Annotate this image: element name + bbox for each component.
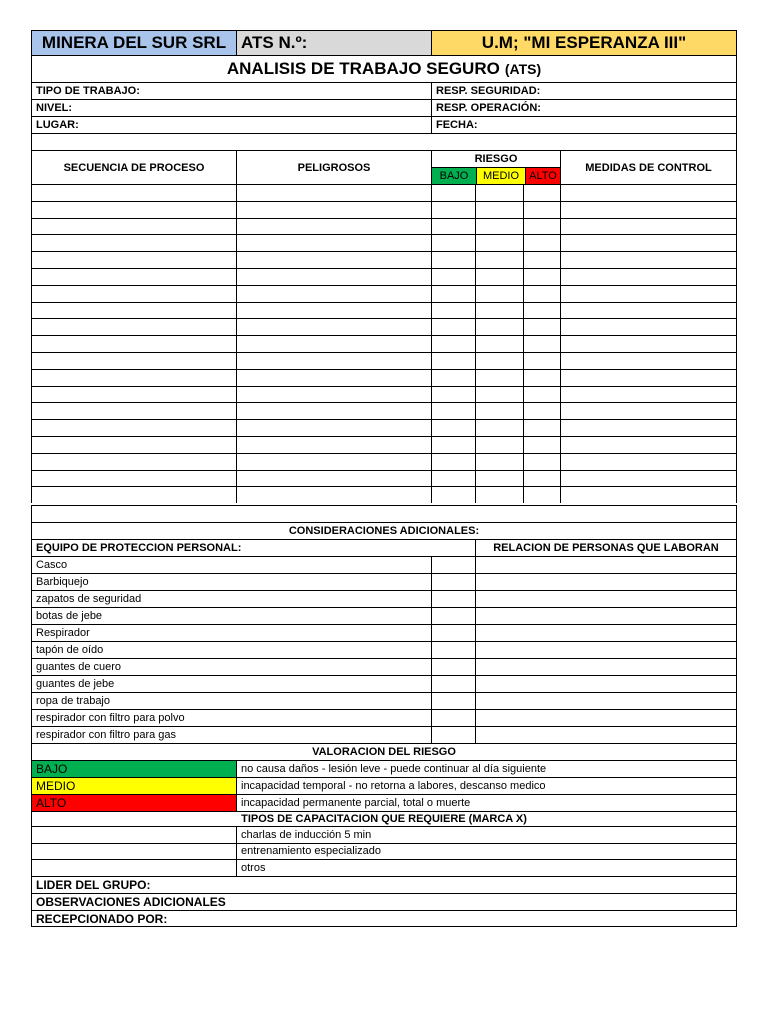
epp-item-label: Respirador xyxy=(32,625,432,641)
epp-check-cell[interactable] xyxy=(432,693,476,709)
risk-row xyxy=(31,268,737,285)
medidas-cell[interactable] xyxy=(561,185,737,201)
valoracion-row xyxy=(31,777,737,794)
secuencia-cell[interactable] xyxy=(32,319,237,335)
epp-item-label: respirador con filtro para polvo xyxy=(32,710,432,726)
alto-cell[interactable] xyxy=(524,403,561,419)
epp-row xyxy=(31,709,737,726)
alto-cell[interactable] xyxy=(524,202,561,218)
form-title-abbr: (ATS) xyxy=(504,61,542,77)
secuencia-cell[interactable] xyxy=(32,370,237,386)
peligrosos-cell[interactable] xyxy=(237,202,432,218)
recepcionado-field[interactable]: RECEPCIONADO POR: xyxy=(32,911,737,926)
risk-row xyxy=(31,486,737,503)
epp-item-label: Barbiquejo xyxy=(32,574,432,590)
risk-row xyxy=(31,285,737,302)
peligrosos-cell[interactable] xyxy=(237,487,432,503)
level-bajo: BAJO xyxy=(432,168,477,184)
risk-row xyxy=(31,386,737,403)
epp-header: EQUIPO DE PROTECCION PERSONAL: xyxy=(32,540,476,556)
epp-check-cell[interactable] xyxy=(432,608,476,624)
peligrosos-cell[interactable] xyxy=(237,185,432,201)
medidas-cell[interactable] xyxy=(561,370,737,386)
epp-check-cell[interactable] xyxy=(432,676,476,692)
epp-row xyxy=(31,675,737,692)
risk-row xyxy=(31,302,737,319)
alto-cell[interactable] xyxy=(524,387,561,403)
risk-row xyxy=(31,419,737,436)
valoracion-level: BAJO xyxy=(32,761,237,777)
form-title xyxy=(32,56,737,82)
lider-field[interactable]: LIDER DEL GRUPO: xyxy=(32,877,737,893)
bajo-cell[interactable] xyxy=(432,387,476,403)
col-medidas: MEDIDAS DE CONTROL xyxy=(561,151,737,184)
peligrosos-cell[interactable] xyxy=(237,235,432,251)
persona-name-cell[interactable] xyxy=(476,591,737,607)
bajo-cell[interactable] xyxy=(432,336,476,352)
risk-row xyxy=(31,470,737,487)
epp-row xyxy=(31,692,737,709)
persona-name-cell[interactable] xyxy=(476,574,737,590)
info-row-3 xyxy=(31,116,737,133)
risk-row xyxy=(31,369,737,386)
bajo-cell[interactable] xyxy=(432,235,476,251)
alto-cell[interactable] xyxy=(524,336,561,352)
secuencia-cell[interactable] xyxy=(32,403,237,419)
capacitacion-row xyxy=(31,826,737,843)
bajo-cell[interactable] xyxy=(432,420,476,436)
alto-cell[interactable] xyxy=(524,454,561,470)
secuencia-cell[interactable] xyxy=(32,235,237,251)
secuencia-cell[interactable] xyxy=(32,202,237,218)
medio-cell[interactable] xyxy=(476,202,524,218)
capacitacion-row xyxy=(31,843,737,860)
peligrosos-cell[interactable] xyxy=(237,437,432,453)
medidas-cell[interactable] xyxy=(561,252,737,268)
peligrosos-cell[interactable] xyxy=(237,336,432,352)
secuencia-cell[interactable] xyxy=(32,185,237,201)
secuencia-cell[interactable] xyxy=(32,303,237,319)
valoracion-row xyxy=(31,760,737,777)
secuencia-cell[interactable] xyxy=(32,454,237,470)
medio-cell[interactable] xyxy=(476,403,524,419)
medio-cell[interactable] xyxy=(476,353,524,369)
capacitacion-item-label: charlas de inducción 5 min xyxy=(237,827,737,843)
blank-cell xyxy=(32,506,737,522)
medidas-cell[interactable] xyxy=(561,286,737,302)
risk-row xyxy=(31,402,737,419)
medio-cell[interactable] xyxy=(476,252,524,268)
medidas-cell[interactable] xyxy=(561,353,737,369)
medidas-cell[interactable] xyxy=(561,471,737,487)
epp-header-row xyxy=(31,539,737,556)
level-medio: MEDIO xyxy=(477,168,526,184)
medio-cell[interactable] xyxy=(476,336,524,352)
epp-row xyxy=(31,607,737,624)
alto-cell[interactable] xyxy=(524,235,561,251)
persona-name-cell[interactable] xyxy=(476,557,737,573)
medidas-cell[interactable] xyxy=(561,269,737,285)
capacitacion-title-row xyxy=(31,811,737,826)
secuencia-cell[interactable] xyxy=(32,420,237,436)
peligrosos-cell[interactable] xyxy=(237,420,432,436)
medio-cell[interactable] xyxy=(476,303,524,319)
riesgo-label: RIESGO xyxy=(432,151,560,168)
alto-cell[interactable] xyxy=(524,471,561,487)
alto-cell[interactable] xyxy=(524,487,561,503)
medio-cell[interactable] xyxy=(476,487,524,503)
persona-name-cell[interactable] xyxy=(476,693,737,709)
consideraciones-title: CONSIDERACIONES ADICIONALES: xyxy=(32,523,737,539)
epp-item-label: tapón de oído xyxy=(32,642,432,658)
medidas-cell[interactable] xyxy=(561,420,737,436)
epp-check-cell[interactable] xyxy=(432,727,476,743)
valoracion-level: MEDIO xyxy=(32,778,237,794)
peligrosos-cell[interactable] xyxy=(237,269,432,285)
epp-check-cell[interactable] xyxy=(432,710,476,726)
medio-cell[interactable] xyxy=(476,454,524,470)
secuencia-cell[interactable] xyxy=(32,286,237,302)
lider-row xyxy=(31,876,737,893)
bajo-cell[interactable] xyxy=(432,487,476,503)
medio-cell[interactable] xyxy=(476,235,524,251)
medio-cell[interactable] xyxy=(476,370,524,386)
medidas-cell[interactable] xyxy=(561,403,737,419)
epp-row xyxy=(31,641,737,658)
risk-row xyxy=(31,234,737,251)
persona-name-cell[interactable] xyxy=(476,727,737,743)
medio-cell[interactable] xyxy=(476,319,524,335)
bajo-cell[interactable] xyxy=(432,403,476,419)
medidas-cell[interactable] xyxy=(561,235,737,251)
epp-row xyxy=(31,726,737,743)
alto-cell[interactable] xyxy=(524,353,561,369)
secuencia-cell[interactable] xyxy=(32,387,237,403)
company-name: MINERA DEL SUR SRL xyxy=(32,31,237,55)
medidas-cell[interactable] xyxy=(561,387,737,403)
epp-check-cell[interactable] xyxy=(432,642,476,658)
risk-row xyxy=(31,218,737,235)
bajo-cell[interactable] xyxy=(432,202,476,218)
alto-cell[interactable] xyxy=(524,252,561,268)
bajo-cell[interactable] xyxy=(432,185,476,201)
persona-name-cell[interactable] xyxy=(476,608,737,624)
bajo-cell[interactable] xyxy=(432,303,476,319)
epp-item-label: botas de jebe xyxy=(32,608,432,624)
valoracion-title: VALORACION DEL RIESGO xyxy=(32,744,737,760)
bajo-cell[interactable] xyxy=(432,353,476,369)
secuencia-cell[interactable] xyxy=(32,487,237,503)
epp-check-cell[interactable] xyxy=(432,625,476,641)
peligrosos-cell[interactable] xyxy=(237,370,432,386)
persona-name-cell[interactable] xyxy=(476,710,737,726)
risk-row xyxy=(31,453,737,470)
valoracion-title-row xyxy=(31,743,737,760)
medidas-cell[interactable] xyxy=(561,202,737,218)
alto-cell[interactable] xyxy=(524,286,561,302)
level-alto: ALTO xyxy=(526,168,560,184)
medio-cell[interactable] xyxy=(476,471,524,487)
alto-cell[interactable] xyxy=(524,269,561,285)
epp-row xyxy=(31,658,737,675)
medidas-cell[interactable] xyxy=(561,303,737,319)
risk-row xyxy=(31,352,737,369)
peligrosos-cell[interactable] xyxy=(237,454,432,470)
bajo-cell[interactable] xyxy=(432,454,476,470)
persona-name-cell[interactable] xyxy=(476,625,737,641)
col-riesgo xyxy=(432,151,561,184)
secuencia-cell[interactable] xyxy=(32,437,237,453)
fecha-field[interactable]: FECHA: xyxy=(432,117,737,133)
alto-cell[interactable] xyxy=(524,437,561,453)
risk-row xyxy=(31,335,737,352)
valoracion-description: incapacidad permanente parcial, total o muerte xyxy=(237,795,737,811)
epp-check-cell[interactable] xyxy=(432,574,476,590)
medio-cell[interactable] xyxy=(476,437,524,453)
resp-seguridad-field[interactable]: RESP. SEGURIDAD: xyxy=(432,83,737,99)
secuencia-cell[interactable] xyxy=(32,219,237,235)
medidas-cell[interactable] xyxy=(561,487,737,503)
ats-number-field[interactable]: ATS N.º: xyxy=(237,31,432,55)
persona-name-cell[interactable] xyxy=(476,659,737,675)
mining-unit: U.M; "MI ESPERANZA III" xyxy=(432,31,737,55)
medio-cell[interactable] xyxy=(476,219,524,235)
bajo-cell[interactable] xyxy=(432,252,476,268)
alto-cell[interactable] xyxy=(524,319,561,335)
capacitacion-item-label: entrenamiento especializado xyxy=(237,844,737,860)
epp-item-label: ropa de trabajo xyxy=(32,693,432,709)
epp-check-cell[interactable] xyxy=(432,659,476,675)
secuencia-cell[interactable] xyxy=(32,353,237,369)
peligrosos-cell[interactable] xyxy=(237,303,432,319)
observaciones-row xyxy=(31,893,737,910)
risk-row xyxy=(31,251,737,268)
peligrosos-cell[interactable] xyxy=(237,219,432,235)
epp-row xyxy=(31,590,737,607)
persona-name-cell[interactable] xyxy=(476,676,737,692)
epp-item-label: guantes de jebe xyxy=(32,676,432,692)
capacitacion-item-label: otros xyxy=(237,860,737,876)
alto-cell[interactable] xyxy=(524,420,561,436)
secuencia-cell[interactable] xyxy=(32,252,237,268)
risk-row xyxy=(31,201,737,218)
peligrosos-cell[interactable] xyxy=(237,353,432,369)
personas-header: RELACION DE PERSONAS QUE LABORAN xyxy=(476,540,737,556)
epp-item-label: respirador con filtro para gas xyxy=(32,727,432,743)
capacitacion-row xyxy=(31,859,737,876)
medidas-cell[interactable] xyxy=(561,454,737,470)
medio-cell[interactable] xyxy=(476,286,524,302)
secuencia-cell[interactable] xyxy=(32,336,237,352)
epp-item-label: zapatos de seguridad xyxy=(32,591,432,607)
peligrosos-cell[interactable] xyxy=(237,403,432,419)
peligrosos-cell[interactable] xyxy=(237,319,432,335)
epp-check-cell[interactable] xyxy=(432,557,476,573)
valoracion-level: ALTO xyxy=(32,795,237,811)
bajo-cell[interactable] xyxy=(432,471,476,487)
risk-row xyxy=(31,318,737,335)
valoracion-row xyxy=(31,794,737,811)
col-secuencia: SECUENCIA DE PROCESO xyxy=(32,151,237,184)
bajo-cell[interactable] xyxy=(432,370,476,386)
col-peligrosos: PELIGROSOS xyxy=(237,151,432,184)
epp-check-cell[interactable] xyxy=(432,591,476,607)
risk-row xyxy=(31,184,737,201)
blank-cell xyxy=(32,134,737,150)
info-row-2 xyxy=(31,99,737,116)
medio-cell[interactable] xyxy=(476,185,524,201)
consideraciones-row xyxy=(31,522,737,539)
capacitacion-mark-cell[interactable] xyxy=(32,844,237,860)
alto-cell[interactable] xyxy=(524,370,561,386)
resp-operacion-field[interactable]: RESP. OPERACIÓN: xyxy=(432,100,737,116)
valoracion-description: no causa daños - lesión leve - puede continuar al día siguiente xyxy=(237,761,737,777)
ats-form xyxy=(31,30,737,927)
risk-table-header xyxy=(31,150,737,184)
spacer-row-2 xyxy=(31,505,737,522)
bajo-cell[interactable] xyxy=(432,219,476,235)
epp-item-label: guantes de cuero xyxy=(32,659,432,675)
peligrosos-cell[interactable] xyxy=(237,252,432,268)
bajo-cell[interactable] xyxy=(432,269,476,285)
medidas-cell[interactable] xyxy=(561,336,737,352)
peligrosos-cell[interactable] xyxy=(237,286,432,302)
lugar-field[interactable]: LUGAR: xyxy=(32,117,432,133)
medidas-cell[interactable] xyxy=(561,319,737,335)
medio-cell[interactable] xyxy=(476,269,524,285)
bajo-cell[interactable] xyxy=(432,437,476,453)
risk-row xyxy=(31,436,737,453)
bajo-cell[interactable] xyxy=(432,286,476,302)
capacitacion-title: TIPOS DE CAPACITACION QUE REQUIERE (MARCA X) xyxy=(32,812,737,826)
spacer-row xyxy=(31,133,737,150)
capacitacion-mark-cell[interactable] xyxy=(32,827,237,843)
secuencia-cell[interactable] xyxy=(32,471,237,487)
tipo-trabajo-field[interactable]: TIPO DE TRABAJO: xyxy=(32,83,432,99)
epp-row xyxy=(31,573,737,590)
alto-cell[interactable] xyxy=(524,185,561,201)
bajo-cell[interactable] xyxy=(432,319,476,335)
medidas-cell[interactable] xyxy=(561,437,737,453)
title-row xyxy=(31,55,737,82)
header-row xyxy=(31,30,737,55)
valoracion-description: incapacidad temporal - no retorna a labores, descanso medico xyxy=(237,778,737,794)
recepcionado-row xyxy=(31,910,737,927)
observaciones-field[interactable]: OBSERVACIONES ADICIONALES xyxy=(32,894,737,910)
medio-cell[interactable] xyxy=(476,387,524,403)
peligrosos-cell[interactable] xyxy=(237,471,432,487)
epp-item-label: Casco xyxy=(32,557,432,573)
persona-name-cell[interactable] xyxy=(476,642,737,658)
capacitacion-mark-cell[interactable] xyxy=(32,860,237,876)
form-title-text: ANALISIS DE TRABAJO SEGURO xyxy=(226,59,500,78)
nivel-field[interactable]: NIVEL: xyxy=(32,100,432,116)
alto-cell[interactable] xyxy=(524,303,561,319)
epp-row xyxy=(31,556,737,573)
epp-row xyxy=(31,624,737,641)
medio-cell[interactable] xyxy=(476,420,524,436)
peligrosos-cell[interactable] xyxy=(237,387,432,403)
info-row-1 xyxy=(31,82,737,99)
alto-cell[interactable] xyxy=(524,219,561,235)
secuencia-cell[interactable] xyxy=(32,269,237,285)
medidas-cell[interactable] xyxy=(561,219,737,235)
